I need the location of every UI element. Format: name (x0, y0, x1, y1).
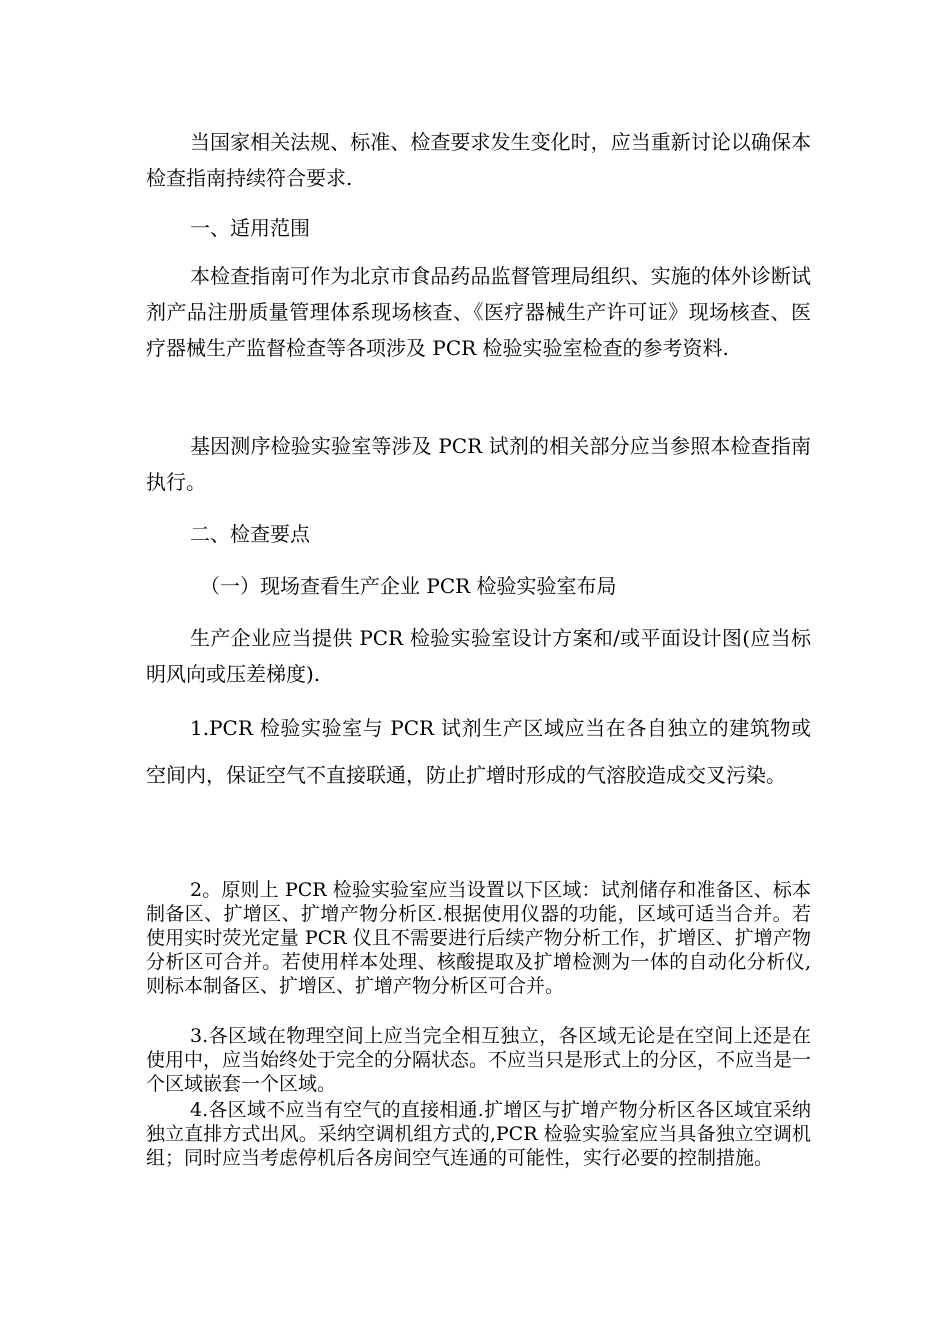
paragraph-item-4: 4.各区域不应当有空气的直接相通.扩增区与扩增产物分析区各区域宜采纳独立直排方式出风。采纳空调机组方式的,PCR 检验实验室应当具备独立空调机组；同时应当考虑停机后各房间空气连通的可能性，实行必要的控制措施。 (146, 1099, 811, 1169)
paragraph-item-3: 3.各区域在物理空间上应当完全相互独立，各区域无论是在空间上还是在使用中，应当始终处于完全的分隔状态。不应当只是形式上的分区，不应当是一个区域嵌套一个区域。 (146, 1025, 812, 1095)
section-heading-key-points: 二、检查要点 (190, 522, 310, 546)
paragraph-gene-sequencing: 基因测序检验实验室等涉及 PCR 试剂的相关部分应当参照本检查指南执行。 (146, 434, 811, 494)
paragraph-item-1: 1.PCR 检验实验室与 PCR 试剂生产区域应当在各自独立的建筑物或空间内，保证空气不直接联通，防止扩增时形成的气溶胶造成交叉污染。 (146, 716, 811, 787)
paragraph-revision-note: 当国家相关法规、标准、检查要求发生变化时，应当重新讨论以确保本检查指南持续符合要求. (146, 130, 811, 190)
section-heading-scope: 一、适用范围 (190, 216, 310, 240)
subsection-heading-layout: （一）现场查看生产企业 PCR 检验实验室布局 (200, 574, 617, 598)
paragraph-item-2: 2。原则上 PCR 检验实验室应当设置以下区域：试剂储存和准备区、标本制备区、扩增区、扩增产物分析区.根据使用仪器的功能，区域可适当合并。若使用实时荧光定量 PCR 仪且不需要进行后续产物分析工作，扩增区、扩增产物分析区可合并。若使用样本处理、核酸提取及扩增检测为一体的自动化分析仪,则标本制备区、扩增区、扩增产物分析区可合并。 (146, 879, 811, 997)
paragraph-scope: 本检查指南可作为北京市食品药品监督管理局组织、实施的体外诊断试剂产品注册质量管理体系现场核查、《医疗器械生产许可证》现场核查、医疗器械生产监督检查等各项涉及 PCR 检验实验室检查的参考资料. (146, 264, 811, 360)
paragraph-design-plan: 生产企业应当提供 PCR 检验实验室设计方案和/或平面设计图(应当标明风向或压差梯度). (146, 626, 811, 686)
